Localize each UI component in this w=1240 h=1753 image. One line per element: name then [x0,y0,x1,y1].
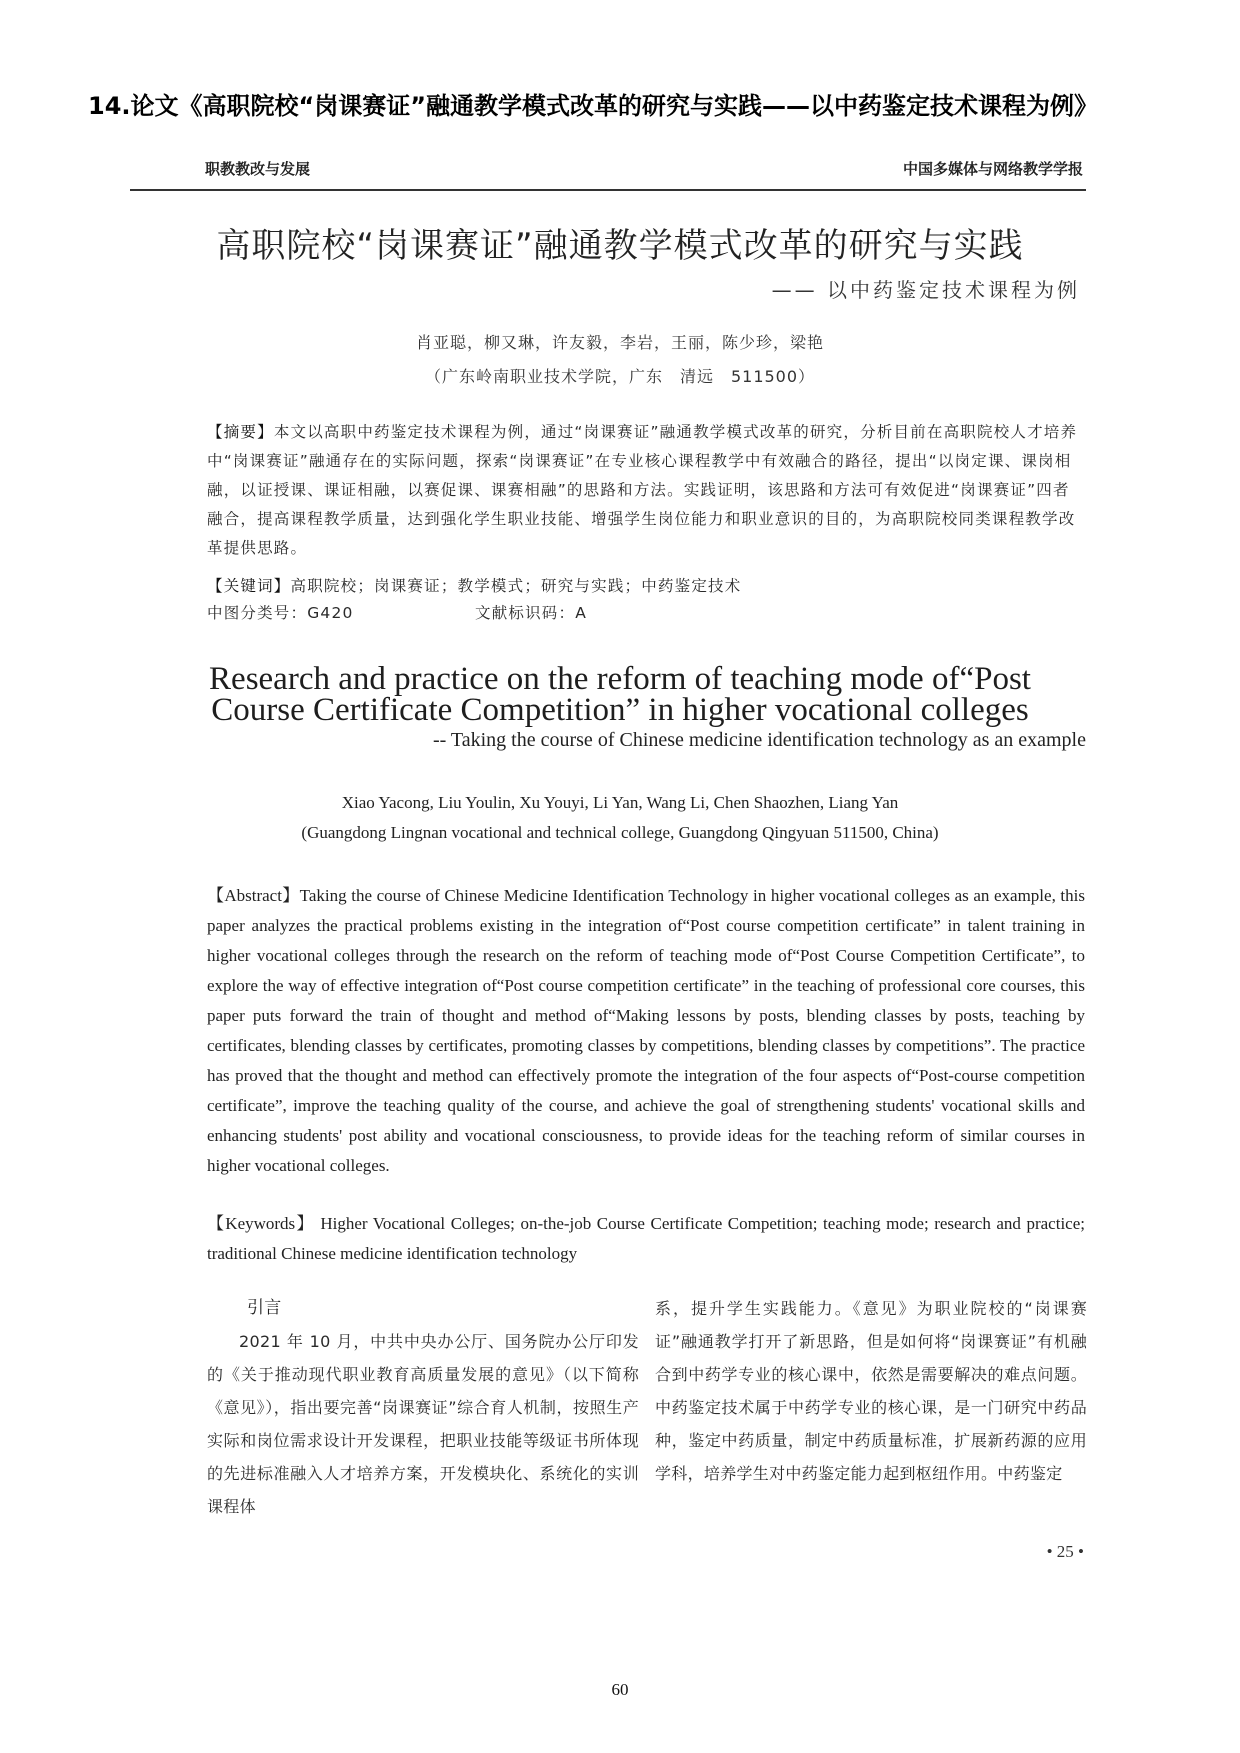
running-header-section: 职教教改与发展 [205,160,311,178]
journal-page-number: • 25 • [1046,1542,1084,1561]
document-code: 文献标识码：A [475,604,588,622]
abstract-label-zh: 【摘要】 [207,423,274,441]
author-list-en: Xiao Yacong, Liu Youlin, Xu Youyi, Li Yan, Wang Li, Chen Shaozhen, Liang Yan [341,793,899,812]
keywords-zh [207,572,1085,601]
abstract-label-en: 【Abstract】 [207,886,300,905]
classification-number: 中图分类号：G420 [207,604,354,622]
body-paragraph: 2021 年 10 月，中共中央办公厅、国务院办公厅印发的《关于推动现代职业教育高质量发展的意见》（以下简称《意见》），指出要完善“岗课赛证”综合育人机制，按照生产实际和岗位需求设计开发课程，把职业技能等级证书所体现的先进标准融入人才培养方案，开发模块化、系统化的实训课程体 [207,1332,639,1516]
paper-title-en-line1: Research and practice on the reform of teaching mode of“Post [209,661,1031,697]
document-heading: 14.论文《高职院校“岗课赛证”融通教学模式改革的研究与实践——以中药鉴定技术课程为例》 [88,92,1099,120]
author-list-zh: 肖亚聪，柳又琳，许友毅，李岩，王丽，陈少珍，梁艳 [415,333,824,352]
abstract-text-zh: 本文以高职中药鉴定技术课程为例，通过“岗课赛证”融通教学模式改革的研究，分析目前在高职院校人才培养中“岗课赛证”融通存在的实际问题，探索“岗课赛证”在专业核心课程教学中有效融合的路径，提出“以岗定课、课岗相融，以证授课、课证相融，以赛促课、课赛相融”的思路和方法。实践证明，该思路和方法可有效促进“岗课赛证”四者融合，提高课程教学质量，达到强化学生职业技能、增强学生岗位能力和职业意识的目的，为高职院校同类课程教学改革提供思路。 [207,423,1078,557]
paper-subtitle-en: -- Taking the course of Chinese medicine identification technology as an example [432,729,1086,751]
affiliation-zh: （广东岭南职业技术学院，广东 清远 511500） [424,367,816,386]
paper-title-en [0,661,1240,728]
running-header-journal: 中国多媒体与网络教学学报 [902,160,1083,178]
paper-title-en-line2: Course Certificate Competition” in higher vocational colleges [211,692,1029,728]
keywords-label-zh: 【关键词】 [207,577,291,595]
keywords-text-en: Higher Vocational Colleges; on-the-job Course Certificate Competition; teaching mode; research and practice; traditional Chinese medicine identification technology [207,1214,1085,1263]
body-paragraph-continued: 系，提升学生实践能力。《意见》为职业院校的“岗课赛证”融通教学打开了新思路，但是如何将“岗课赛证”有机融合到中药学专业的核心课中，依然是需要解决的难点问题。中药鉴定技术属于中药学专业的核心课，是一门研究中药品种，鉴定中药质量，制定中药质量标准，扩展新药源的应用学科，培养学生对中药鉴定能力起到枢纽作用。中药鉴定 [655,1299,1087,1483]
paper-title-zh: 高职院校“岗课赛证”融通教学模式改革的研究与实践 [216,226,1024,266]
keywords-text-zh: 高职院校；岗课赛证；教学模式；研究与实践；中药鉴定技术 [290,577,742,595]
section-heading-intro: 引言 [247,1298,282,1318]
body-column-left [207,1292,639,1523]
paper-subtitle-zh: —— 以中药鉴定技术课程为例 [771,278,1080,302]
abstract-en [207,881,1085,1181]
header-rule [130,189,1086,191]
document-page-number: 60 [611,1680,629,1699]
abstract-zh [207,418,1085,563]
keywords-label-en: 【Keywords】 [207,1214,315,1233]
affiliation-en: (Guangdong Lingnan vocational and technical college, Guangdong Qingyuan 511500, China) [301,823,939,842]
body-column-right [655,1292,1087,1490]
abstract-text-en: Taking the course of Chinese Medicine Identification Technology in higher vocational colleges as an example, this paper analyzes the practical problems existing in the integration of“Post course competition certificate” in talent training in higher vocational colleges through the research on the reform of teaching mode of“Post Course Competition Certificate”, to explore the way of effective integration of“Post course competition certificate” in the teaching of professional core courses, this paper puts forward the train of thought and method of“Making lessons by posts, blending classes by posts, teaching by certificates, blending classes by certificates, promoting classes by competitions, blending classes by competitions”. The practice has proved that the thought and method can effectively promote the integration of the four aspects of“Post-course competition certificate”, improve the teaching quality of the course, and achieve the goal of strengthening students' vocational skills and enhancing students' post ability and vocational consciousness, to provide ideas for the teaching reform of similar courses in higher vocational colleges. [207,886,1085,1175]
keywords-en [207,1209,1085,1269]
